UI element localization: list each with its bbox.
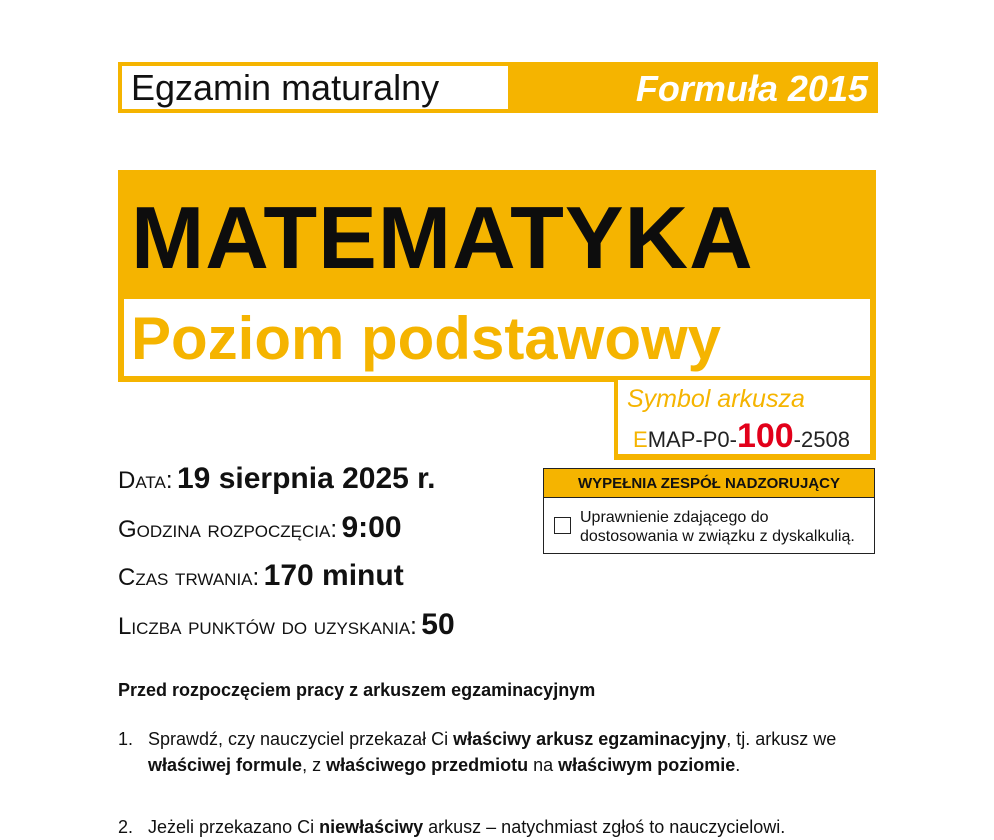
instruction-bold: właściwym poziomie bbox=[558, 755, 736, 775]
instruction-part: , z bbox=[302, 755, 327, 775]
instruction-number: 2. bbox=[118, 817, 134, 837]
instruction-item-2 bbox=[118, 814, 858, 840]
instruction-bold: właściwej formule bbox=[148, 755, 303, 775]
symbol-label: Symbol arkusza bbox=[627, 385, 805, 413]
instructions-heading: Przed rozpoczęciem pracy z arkuszem egzaminacyjnym bbox=[118, 680, 596, 700]
start-value: 9:00 bbox=[341, 511, 402, 544]
dyscalculia-checkbox[interactable] bbox=[554, 517, 571, 534]
instruction-bold: właściwy arkusz egzaminacyjny bbox=[453, 729, 727, 749]
points-label: Liczba punktów do uzyskania: bbox=[118, 613, 417, 640]
symbol-code bbox=[633, 419, 850, 457]
duration-label: Czas trwania: bbox=[118, 564, 260, 591]
points-line bbox=[118, 608, 455, 642]
symbol-code-first: E bbox=[633, 427, 648, 452]
symbol-code-number: 100 bbox=[736, 417, 794, 455]
duration-line bbox=[118, 559, 404, 593]
instruction-part: , tj. arkusz we bbox=[726, 729, 837, 749]
instruction-bold: niewłaściwy bbox=[319, 817, 424, 837]
instruction-part: arkusz – natychmiast zgłoś to nauczycielowi. bbox=[423, 817, 786, 837]
instruction-text bbox=[148, 726, 858, 778]
instruction-bold: właściwego przedmiotu bbox=[326, 755, 529, 775]
duration-value: 170 minut bbox=[263, 559, 404, 592]
formula-label: Formuła 2015 bbox=[635, 68, 868, 109]
instruction-text bbox=[148, 814, 858, 840]
instruction-part: . bbox=[735, 755, 741, 775]
dyscalculia-label: Uprawnienie zdającego do dostosowania w związku z dyskalkulią. bbox=[580, 509, 855, 545]
exam-type: Egzamin maturalny bbox=[131, 67, 440, 108]
instruction-part: na bbox=[528, 755, 559, 775]
symbol-code-prefix: MAP-P0- bbox=[647, 427, 737, 452]
date-line bbox=[118, 462, 436, 496]
start-label: Godzina rozpoczęcia: bbox=[118, 516, 338, 543]
subject-title: MATEMATYKA bbox=[131, 188, 754, 287]
instruction-number: 1. bbox=[118, 729, 134, 749]
points-value: 50 bbox=[421, 608, 455, 641]
date-value: 19 sierpnia 2025 r. bbox=[177, 462, 436, 495]
level-title: Poziom podstawowy bbox=[131, 305, 722, 372]
symbol-code-suffix: -2508 bbox=[793, 427, 850, 452]
start-line bbox=[118, 511, 402, 545]
instruction-part: Sprawdź, czy nauczyciel przekazał Ci bbox=[148, 729, 454, 749]
date-label: Data: bbox=[118, 467, 173, 494]
supervisor-header: WYPEŁNIA ZESPÓŁ NADZORUJĄCY bbox=[544, 469, 874, 498]
instruction-item-1 bbox=[118, 726, 858, 778]
instruction-part: Jeżeli przekazano Ci bbox=[148, 817, 320, 837]
